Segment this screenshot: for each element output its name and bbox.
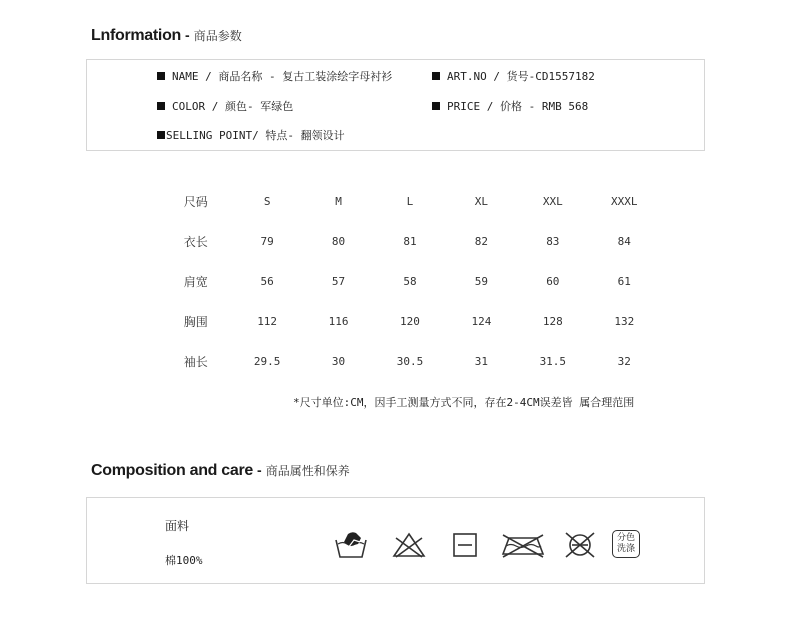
size-header-cell: XXXL bbox=[611, 194, 638, 208]
fabric-value: 棉100% bbox=[165, 554, 203, 567]
size-note: *尺寸单位:CM，因手工测量方式不同，存在2-4CM误差皆 属合理范围 bbox=[293, 396, 635, 409]
composition-title-en: Composition and care bbox=[91, 462, 254, 479]
size-cell: 132 bbox=[614, 314, 635, 328]
size-cell: 84 bbox=[617, 234, 631, 248]
size-cell: 32 bbox=[617, 354, 631, 368]
hand-wash-icon bbox=[334, 530, 368, 560]
info-item-selling-point-text: SELLING POINT/ 特点- 翻领设计 bbox=[166, 129, 345, 142]
bullet-square-icon bbox=[432, 102, 440, 110]
composition-title-cn: 商品属性和保养 bbox=[265, 464, 350, 478]
size-cell: 80 bbox=[331, 234, 346, 248]
size-cell: 82 bbox=[474, 234, 489, 248]
table-row bbox=[160, 341, 660, 381]
size-table-header-row bbox=[160, 181, 660, 221]
size-row-label: 肩宽 bbox=[183, 274, 208, 289]
info-item-price-text: PRICE / 价格 - RMB 568 bbox=[447, 100, 589, 113]
info-item-name bbox=[157, 68, 392, 84]
size-row-label: 胸围 bbox=[183, 314, 208, 329]
bullet-square-icon bbox=[157, 72, 165, 80]
info-item-color bbox=[157, 98, 293, 114]
size-cell: 128 bbox=[542, 314, 563, 328]
size-header-cell: XXL bbox=[542, 194, 563, 208]
table-row bbox=[160, 261, 660, 301]
size-header-cell: S bbox=[263, 194, 271, 208]
size-cell: 31.5 bbox=[539, 354, 567, 368]
info-item-art-no bbox=[432, 68, 595, 84]
size-cell: 61 bbox=[617, 274, 631, 288]
do-not-dry-clean-icon bbox=[563, 530, 597, 560]
size-header-cell: M bbox=[335, 194, 342, 208]
info-item-color-text: COLOR / 颜色- 军绿色 bbox=[172, 100, 294, 113]
size-cell: 116 bbox=[328, 314, 349, 328]
size-cell: 57 bbox=[331, 274, 346, 288]
wash-separately-text: 分色洗涤 bbox=[612, 530, 640, 558]
bullet-square-icon bbox=[432, 72, 440, 80]
size-header-cell: L bbox=[406, 194, 414, 208]
size-cell: 124 bbox=[471, 314, 492, 328]
size-cell: 30 bbox=[331, 354, 346, 368]
fabric-label: 面料 bbox=[165, 519, 190, 533]
size-cell: 81 bbox=[403, 234, 417, 248]
do-not-iron-icon bbox=[499, 530, 547, 560]
size-cell: 56 bbox=[260, 274, 274, 288]
composition-title-separator: - bbox=[257, 462, 262, 478]
bullet-square-icon bbox=[157, 102, 165, 110]
do-not-bleach-icon bbox=[390, 530, 428, 560]
dry-flat-icon bbox=[452, 530, 478, 560]
size-table bbox=[160, 181, 660, 381]
composition-title bbox=[91, 462, 350, 480]
size-cell: 60 bbox=[546, 274, 560, 288]
information-title bbox=[91, 27, 242, 45]
size-cell: 112 bbox=[257, 314, 278, 328]
size-cell: 120 bbox=[400, 314, 420, 328]
size-cell: 58 bbox=[403, 274, 417, 288]
info-item-price bbox=[432, 98, 588, 114]
info-item-name-text: NAME / 商品名称 - 复古工装涂绘字母衬衫 bbox=[172, 70, 393, 83]
info-item-selling-point bbox=[157, 127, 345, 143]
size-header-cell: XL bbox=[474, 194, 489, 208]
information-title-cn: 商品参数 bbox=[193, 29, 242, 43]
size-row-label: 衣长 bbox=[183, 234, 208, 249]
size-cell: 79 bbox=[260, 234, 274, 248]
bullet-square-icon bbox=[157, 131, 165, 139]
size-cell: 31 bbox=[474, 354, 489, 368]
information-title-separator: - bbox=[185, 27, 190, 43]
table-row bbox=[160, 301, 660, 341]
size-cell: 59 bbox=[474, 274, 489, 288]
size-cell: 29.5 bbox=[253, 354, 281, 368]
wash-separately-icon bbox=[612, 530, 640, 558]
information-title-en: Lnformation bbox=[91, 27, 182, 44]
size-cell: 30.5 bbox=[396, 354, 424, 368]
table-row bbox=[160, 221, 660, 261]
size-row-label: 袖长 bbox=[183, 354, 208, 369]
info-item-art-no-text: ART.NO / 货号-CD1557182 bbox=[447, 70, 595, 83]
size-cell: 83 bbox=[546, 234, 560, 248]
size-header-label: 尺码 bbox=[183, 194, 208, 209]
